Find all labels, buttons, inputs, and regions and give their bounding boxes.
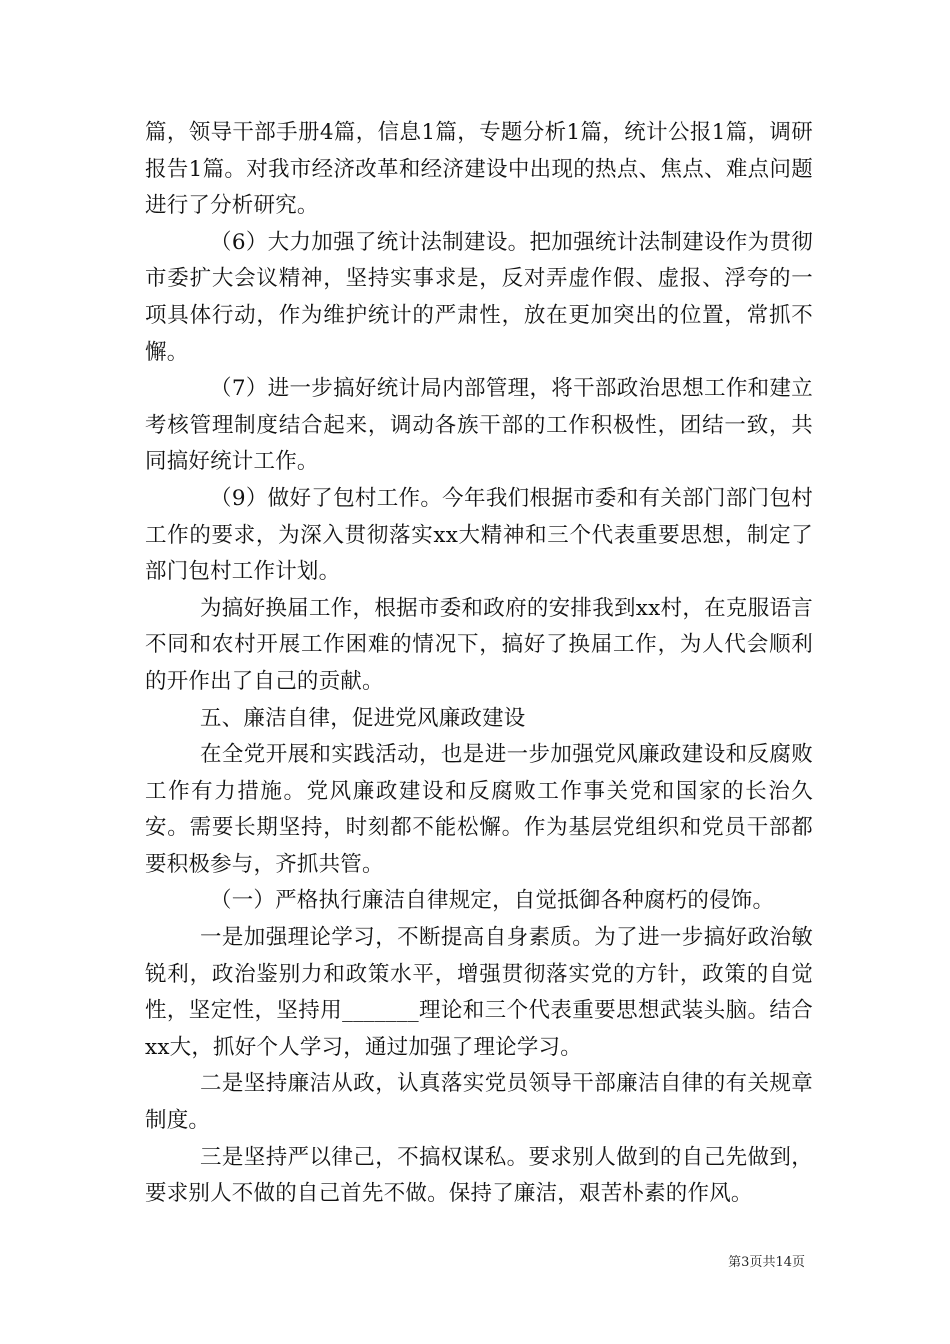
paragraph-7: 在全党开展和实践活动，也是进一步加强党风廉政建设和反腐败工作有力措施。党风廉政建设和反腐败工作事关党和国家的长治久安。需要长期坚持，时刻都不能松懈。作为基层党组织和党员干部都要积极参与，齐抓共管。 <box>145 742 813 877</box>
paragraph-3: （7）进一步搞好统计局内部管理，将干部政治思想工作和建立考核管理制度结合起来，调动各族干部的工作积极性，团结一致，共同搞好统计工作。 <box>145 376 813 475</box>
paragraph-1: 篇，领导干部手册4篇，信息1篇，专题分析1篇，统计公报1篇，调研报告1篇。对我市经济改革和经济建设中出现的热点、焦点、难点问题进行了分析研究。 <box>145 120 813 219</box>
page-number: 第3页共14页 <box>728 1255 805 1270</box>
paragraph-9: 一是加强理论学习，不断提高自身素质。为了进一步搞好政治敏锐利，政治鉴别力和政策水平，增强贯彻落实党的方针，政策的自觉性，坚定性，坚持用_______理论和三个代表重要思想武装头脑。结合xx大，抓好个人学习，通过加强了理论学习。 <box>145 925 813 1060</box>
paragraph-5: 为搞好换届工作，根据市委和政府的安排我到xx村，在克服语言不同和农村开展工作困难的情况下，搞好了换届工作，为人代会顺利的开作出了自己的贡献。 <box>145 595 813 694</box>
paragraph-11: 三是坚持严以律己，不搞权谋私。要求别人做到的自己先做到，要求别人不做的自己首先不做。保持了廉洁，艰苦朴素的作风。 <box>145 1144 813 1207</box>
paragraph-10: 二是坚持廉洁从政，认真落实党员领导干部廉洁自律的有关规章制度。 <box>145 1071 813 1134</box>
paragraph-4: （9）做好了包村工作。今年我们根据市委和有关部门部门包村工作的要求，为深入贯彻落实xx大精神和三个代表重要思想，制定了部门包村工作计划。 <box>145 485 813 585</box>
section-heading: 五、廉洁自律，促进党风廉政建设 <box>200 705 526 731</box>
paragraph-8: （一）严格执行廉洁自律规定，自觉抵御各种腐朽的侵饰。 <box>210 888 775 914</box>
document-body <box>145 115 813 1213</box>
paragraph-2: （6）大力加强了统计法制建设。把加强统计法制建设作为贯彻市委扩大会议精神，坚持实事求是，反对弄虚作假、虚报、浮夸的一项具体行动，作为维护统计的严肃性，放在更加突出的位置，常抓不懈。 <box>145 229 813 365</box>
